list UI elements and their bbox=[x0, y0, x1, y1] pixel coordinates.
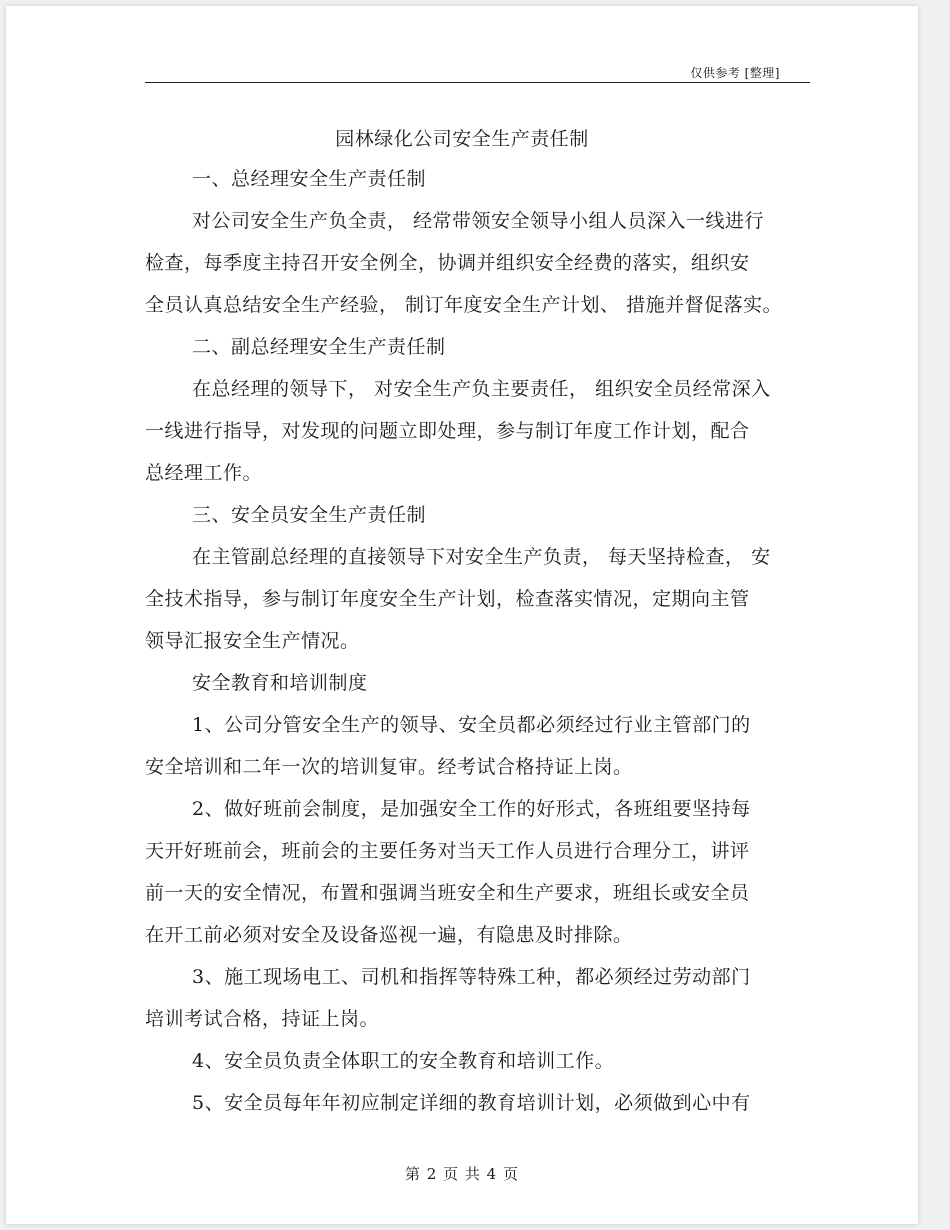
list-item-1 bbox=[145, 704, 825, 788]
section-heading-3: 三、安全员安全生产责任制 bbox=[192, 504, 427, 526]
section-heading-1: 一、总经理安全生产责任制 bbox=[192, 168, 427, 190]
body-line: 领导汇报安全生产情况。 bbox=[145, 630, 360, 652]
section-body-2 bbox=[145, 368, 825, 494]
body-line: 一线进行指导，对发现的问题立即处理，参与制订年度工作计划，配合 bbox=[145, 420, 750, 442]
body-line: 在总经理的领导下， 对安全生产负主要责任， 组织安全员经常深入 bbox=[192, 378, 771, 400]
document-title: 园林绿化公司安全生产责任制 bbox=[335, 128, 589, 150]
body-line: 安全培训和二年一次的培训复审。经考试合格持证上岗。 bbox=[145, 756, 633, 778]
header-divider bbox=[145, 82, 810, 83]
body-line: 总经理工作。 bbox=[145, 462, 263, 484]
document-page bbox=[6, 6, 918, 1224]
body-line: 对公司安全生产负全责， 经常带领安全领导小组人员深入一线进行 bbox=[192, 210, 765, 232]
body-line: 在开工前必须对安全及设备巡视一遍，有隐患及时排除。 bbox=[145, 924, 633, 946]
page-number: 第 2 页 共 4 页 bbox=[405, 1165, 519, 1183]
body-line: 2、做好班前会制度，是加强安全工作的好形式，各班组要坚持每 bbox=[192, 798, 751, 820]
list-item-2 bbox=[145, 788, 825, 956]
body-line: 3、施工现场电工、司机和指挥等特殊工种，都必须经过劳动部门 bbox=[192, 966, 751, 988]
body-line: 天开好班前会，班前会的主要任务对当天工作人员进行合理分工，讲评 bbox=[145, 840, 750, 862]
section-heading-4: 安全教育和培训制度 bbox=[192, 672, 368, 694]
body-line: 前一天的安全情况，布置和强调当班安全和生产要求，班组长或安全员 bbox=[145, 882, 750, 904]
body-line: 在主管副总经理的直接领导下对安全生产负责， 每天坚持检查， 安 bbox=[192, 546, 771, 568]
header-note: 仅供参考 [整理] bbox=[690, 66, 780, 80]
body-line: 全员认真总结安全生产经验， 制订年度安全生产计划、 措施并督促落实。 bbox=[145, 294, 783, 316]
body-line: 检查，每季度主持召开安全例全，协调并组织安全经费的落实，组织安 bbox=[145, 252, 750, 274]
body-line: 全技术指导，参与制订年度安全生产计划，检查落实情况，定期向主管 bbox=[145, 588, 750, 610]
body-line: 培训考试合格，持证上岗。 bbox=[145, 1008, 380, 1030]
list-item-5 bbox=[145, 1082, 825, 1124]
list-item-3 bbox=[145, 956, 825, 1040]
list-item-4 bbox=[145, 1040, 825, 1082]
body-line: 1、公司分管安全生产的领导、安全员都必须经过行业主管部门的 bbox=[192, 714, 751, 736]
section-body-3 bbox=[145, 536, 825, 662]
section-body-1 bbox=[145, 200, 825, 326]
body-line: 5、安全员每年年初应制定详细的教育培训计划，必须做到心中有 bbox=[192, 1092, 751, 1114]
section-heading-2: 二、副总经理安全生产责任制 bbox=[192, 336, 446, 358]
body-line: 4、安全员负责全体职工的安全教育和培训工作。 bbox=[192, 1050, 615, 1072]
